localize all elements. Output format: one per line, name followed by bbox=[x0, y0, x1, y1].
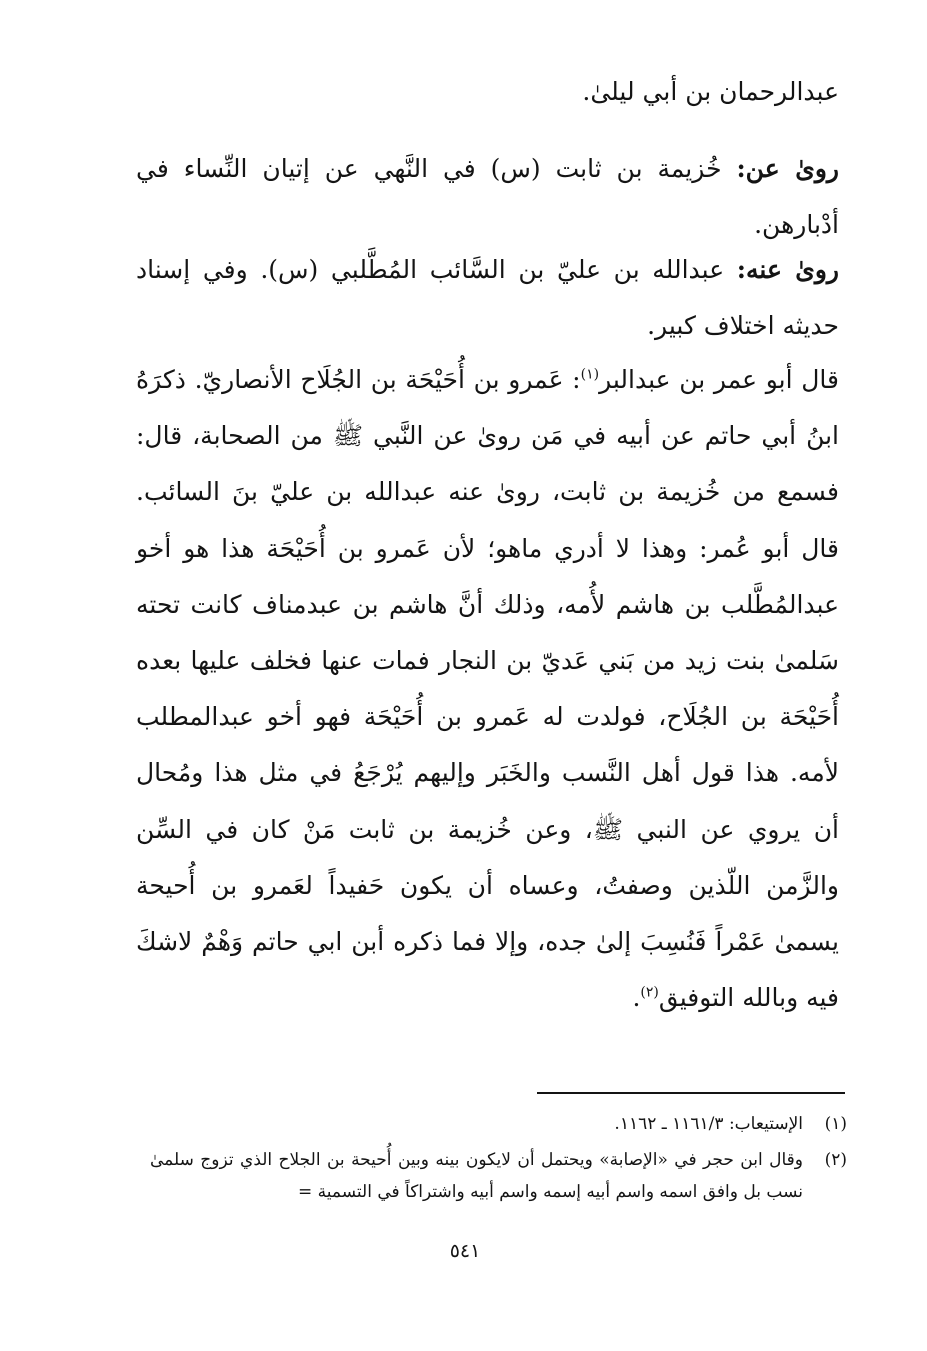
quote-end: . bbox=[632, 983, 641, 1013]
narrated-from-paragraph bbox=[136, 141, 839, 253]
footnote-text: الإستيعاب: ١١٦١/٣ ـ ١١٦٢. bbox=[614, 1114, 803, 1134]
footnote-number: (٢) bbox=[824, 1150, 847, 1170]
footnote-ref-1: (١) bbox=[580, 366, 600, 383]
narrated-by-text: عبدالله بن عليّ بن السَّائب المُطَّلبي (س). وفي إسناد حديثه اختلاف كبير. bbox=[136, 255, 839, 340]
narrated-from-text: خُزيمة بن ثابت (س) في النَّهي عن إتيان النِّساء في أدْبارهن. bbox=[136, 154, 839, 239]
page-number: ٥٤١ bbox=[449, 1240, 481, 1262]
narrated-from-label: روىٰ عن: bbox=[736, 154, 840, 183]
footnote-1 bbox=[150, 1108, 847, 1140]
footnote-ref-2: (٢) bbox=[640, 984, 659, 1001]
footnote-divider bbox=[537, 1092, 845, 1094]
footnotes bbox=[150, 1108, 847, 1208]
footnote-text: وقال ابن حجر في «الإصابة» ويحتمل أن لايكون بينه وبين أُحيحة بن الجلاح الذي تزوج سلمىٰ نسب بل وافق اسمه واسم أبيه إسمه واسم أبيه واشتراكاً في التسمية = bbox=[150, 1150, 803, 1202]
narrator-intro bbox=[136, 62, 839, 122]
main-quote-paragraph bbox=[136, 352, 839, 1026]
quote-text: : عَمرو بن أُحَيْحَة بن الجُلَاح الأنصاريّ. ذكرَهُ ابنُ أبي حاتم عن أبيه في مَن روىٰ عن النَّبي ﷺ من الصحابة، قال: فسمع من خُزيمة بن ثابت، روىٰ عنه عبدالله بن عليّ بنَ السائب. قال أبو عُمر: وهذا لا أدري ماهو؛ لأن عَمرو بن أُحَيْحَة هذا هو أخو عبدالمُطَّلب بن هاشم لأُمه، وذلك أنَّ هاشم بن عبدمناف كانت تحته سَلمىٰ بنت زيد من بَني عَديّ بن النجار فمات عنها فخلف عليها بعده أُحَيْحَة بن الجُلَاح، فولدت له عَمرو بن أُحَيْحَة فهو أخو عبدالمطلب لأمه. هذا قول أهل النَّسب والخَبَر وإليهم يُرْجَعُ في مثل هذا ومُحال أن يروي عن النبي ﷺ، وعن خُزيمة بن ثابت مَنْ كان في السِّن والزَّمن اللّذين وصفتُ، وعساه أن يكون حَفيداً لعَمرو بن أُحيحة يسمىٰ عَمْراً فَنُسِبَ إلىٰ جده، وإلا فما ذكره أبن ابي حاتم وَهْمٌ لاشكَ فيه وبالله التوفيق bbox=[136, 365, 839, 1013]
footnote-number: (١) bbox=[824, 1114, 847, 1134]
narrated-by-paragraph bbox=[136, 242, 839, 354]
intro-line: عبدالرحمان بن أبي ليلىٰ. bbox=[582, 77, 839, 106]
narrated-by-label: روىٰ عنه: bbox=[736, 255, 839, 284]
footnote-2 bbox=[150, 1144, 847, 1208]
quote-attribution: قال أبو عمر بن عبدالبر bbox=[599, 365, 839, 394]
